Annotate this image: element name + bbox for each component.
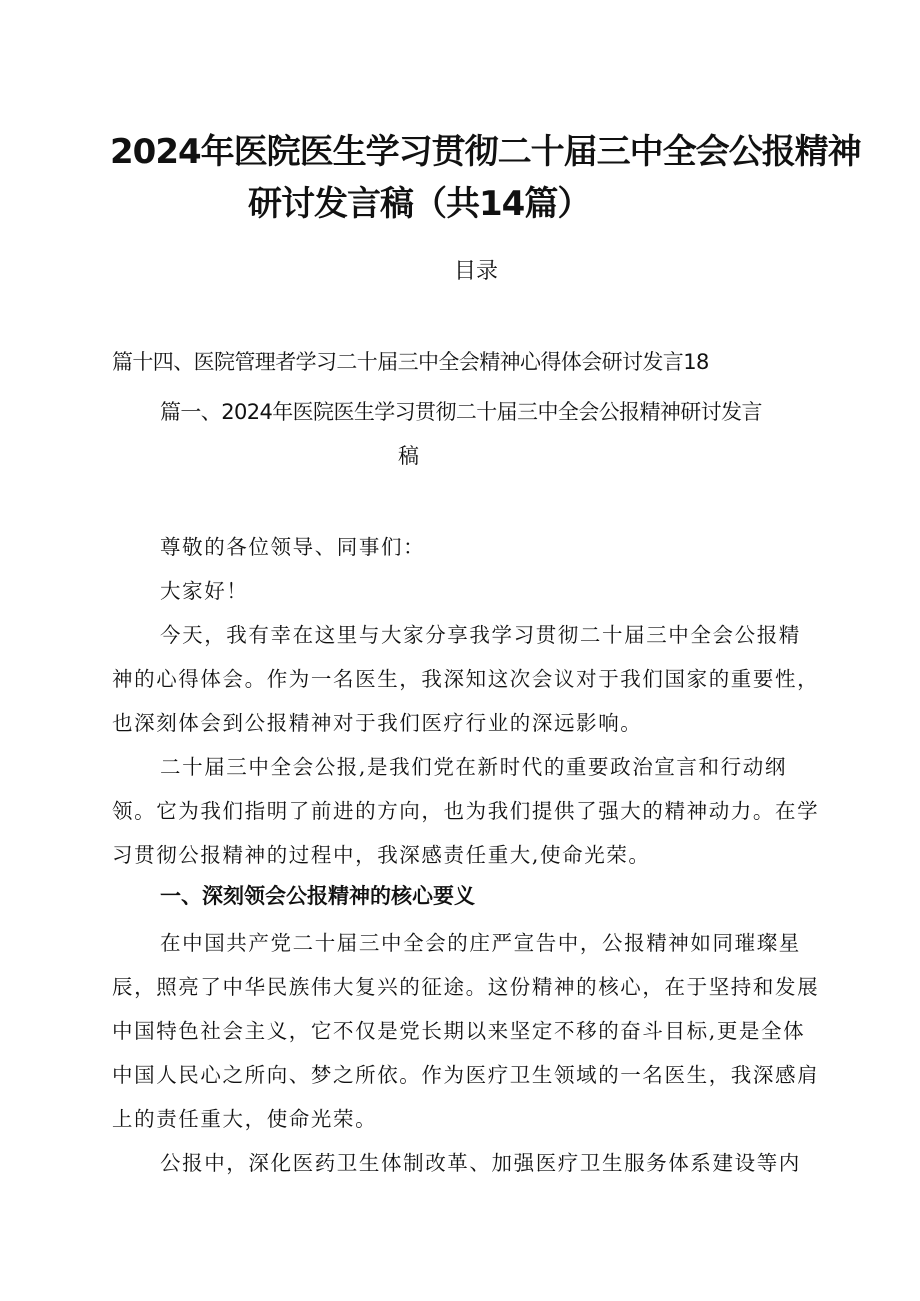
paragraph-3-line-4: 中国人民心之所向、梦之所依。作为医疗卫生领域的一名医生，我深感肩 [112,1063,820,1087]
paragraph-2-line-1: 二十届三中全会公报,是我们党在新时代的重要政治宣言和行动纲 [160,755,787,779]
paragraph-1-line-2: 神的心得体会。作为一名医生，我深知这次会议对于我们国家的重要性， [112,667,820,691]
document-title-line2: 研讨发言稿（共14篇） [248,184,591,224]
greeting: 大家好！ [160,579,249,603]
toc-entry-1-line1[interactable]: 篇一、2024年医院医生学习贯彻二十届三中全会公报精神研讨发言 [160,400,762,424]
toc-entry-1-line2[interactable]: 稿 [398,444,419,468]
paragraph-3-line-2: 辰，照亮了中华民族伟大复兴的征途。这份精神的核心，在于坚持和发展 [112,975,820,999]
toc-heading: 目录 [454,259,499,284]
paragraph-1-line-3: 也深刻体会到公报精神对于我们医疗行业的深远影响。 [112,711,643,735]
salutation: 尊敬的各位领导、同事们： [160,535,426,559]
toc-entry-14[interactable]: 篇十四、医院管理者学习二十届三中全会精神心得体会研讨发言18 [112,350,709,374]
section-1-heading: 一、深刻领会公报精神的核心要义 [160,884,475,908]
paragraph-2-line-3: 习贯彻公报精神的过程中，我深感责任重大,使命光荣。 [112,843,651,867]
paragraph-4-line-1: 公报中，深化医药卫生体制改革、加强医疗卫生服务体系建设等内 [160,1151,801,1175]
paragraph-3-line-3: 中国特色社会主义，它不仅是党长期以来坚定不移的奋斗目标,更是全体 [112,1019,806,1043]
paragraph-2-line-2: 领。它为我们指明了前进的方向，也为我们提供了强大的精神动力。在学 [112,799,820,823]
paragraph-3-line-5: 上的责任重大，使命光荣。 [112,1107,378,1131]
paragraph-3-line-1: 在中国共产党二十届三中全会的庄严宣告中，公报精神如同璀璨星 [160,931,801,955]
paragraph-1-line-1: 今天，我有幸在这里与大家分享我学习贯彻二十届三中全会公报精 [160,623,801,647]
document-title-line1: 2024年医院医生学习贯彻二十届三中全会公报精神 [110,132,861,172]
